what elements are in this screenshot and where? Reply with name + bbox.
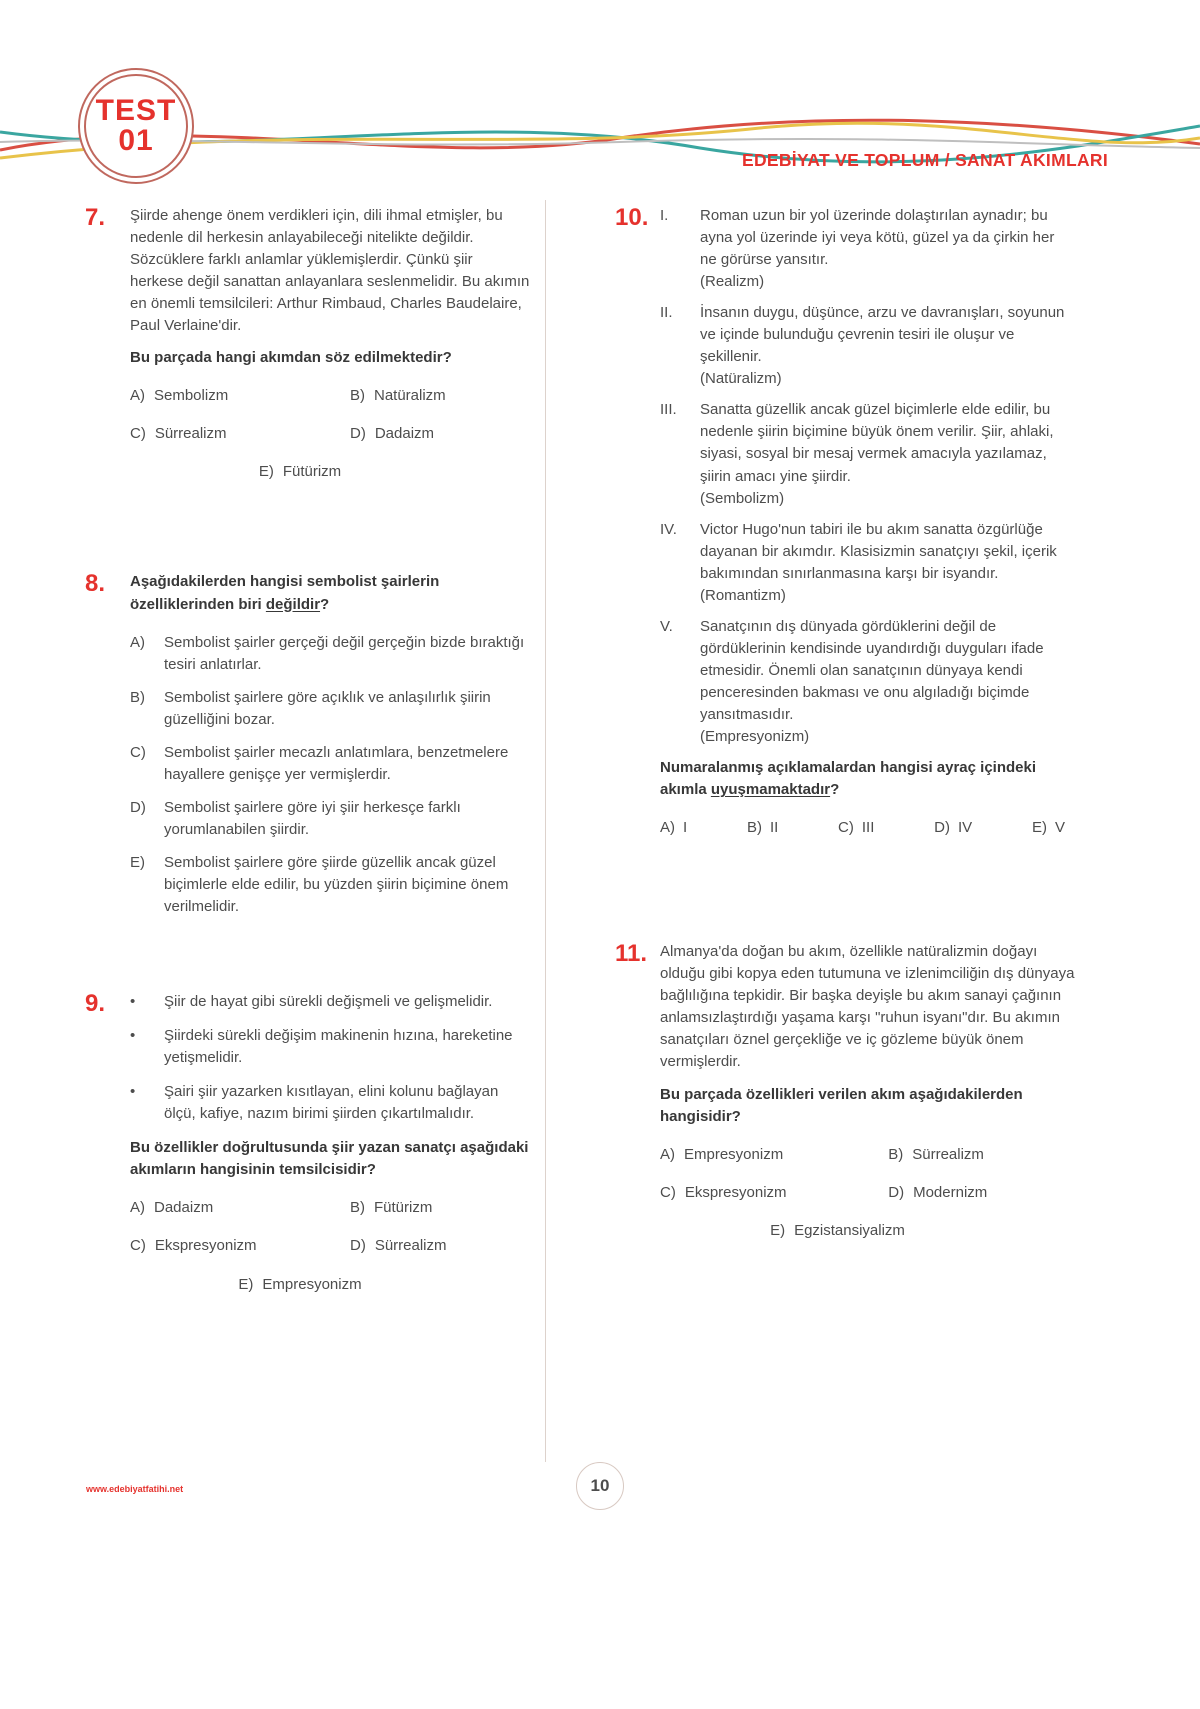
option-letter: C) — [130, 743, 146, 761]
option-letter: E) — [258, 463, 274, 481]
option-text: Sembolizm — [154, 387, 229, 405]
option-text: II — [769, 819, 779, 837]
option-text: Dadaizm — [374, 425, 435, 443]
options — [130, 385, 530, 483]
option-text: Sembolist şairlere göre açıklık ve anlaşılırlık şiirin güzelliğini bozar. — [164, 688, 491, 728]
bullet-item: • Şiir de hayat gibi sürekli değişmeli ve gelişmelidir. — [130, 991, 530, 1013]
option-text: I — [683, 819, 688, 837]
statement-2 — [660, 302, 1075, 390]
statement-tag: (Realizm) — [700, 273, 765, 291]
statement-tag: (Empresyonizm) — [700, 728, 810, 746]
page-title: EDEBİYAT VE TOPLUM / SANAT AKIMLARI — [741, 150, 1108, 170]
statement-tag: (Natüralizm) — [700, 370, 782, 388]
roman-numeral: IV. — [660, 520, 677, 538]
content — [85, 205, 1115, 1296]
roman-numeral: III. — [660, 401, 677, 419]
option-c — [660, 1182, 888, 1204]
question-paragraph: Almanya'da doğan bu akım, özellikle natüralizmin doğayı olduğu gibi kopya eden tutumuna ve izlenimciliğin dış dünyaya bağlılığına tepkidir. Bir başka deyişle bu akım sanayi çağının anlamsızlaştırdığı yaşama karşı "ruhun isyanı"dır. Bu akımın sanatçıları öznel gerçekliğe ve iç gözleme büyük önem vermişlerdir. — [660, 943, 1075, 1071]
question-9 — [85, 991, 530, 1295]
question-number: 7. — [85, 204, 106, 231]
question-body — [130, 205, 530, 483]
question-paragraph: Şiirde ahenge önem verdikleri için, dili ihmal etmişler, bu nedenle dil herkesin anlayabileceği nitelikte değildir. Sözcüklere farklı anlamlar yüklemişlerdir. Çünkü şiir herkese değil sanattan anlayanlara seslenmelidir. Bu akımın en önemli temsilcileri: Arthur Rimbaud, Charles Baudelaire, Paul Verlaine'dir. — [130, 207, 530, 335]
option-e — [770, 1220, 905, 1242]
page-number-badge — [576, 1462, 624, 1510]
option-e — [1032, 817, 1065, 839]
option-text: Sembolist şairlere göre iyi şiir herkesçe farklı yorumlanabilen şiirdir. — [164, 798, 461, 838]
option-letter: B) — [350, 387, 365, 405]
statement-text: İnsanın duygu, düşünce, arzu ve davranışları, soyunun ve içinde bulunduğu çevrenin tesiri ile oluşur ve şekillenir. — [700, 304, 1065, 366]
statement-text: Roman uzun bir yol üzerinde dolaştırılan aynadır; bu ayna yol üzerinde iyi veya kötü, güzel ya da çirkin her ne görürse yansıtır. — [700, 207, 1055, 269]
question-number: 8. — [85, 570, 106, 598]
option-letter: D) — [350, 1237, 366, 1255]
option-text: Sürrealizm — [374, 1237, 447, 1255]
option-text: Dadaizm — [154, 1199, 214, 1217]
option-letter: B) — [746, 819, 762, 837]
option-a — [130, 632, 530, 676]
bullet-list — [130, 991, 530, 1125]
option-text: Sembolist şairler gerçeği değil gerçeğin bizde bıraktığı tesiri anlatırlar. — [164, 633, 525, 673]
statement-text: Sanatçının dış dünyada gördüklerini değil de gördüklerinin kendisinde uyandırdığı duyguları ifade etmesidir. Önemli olan sanatçının dünyaya kendi penceresinden bakması ve onu algıladığı biçimde yansıtmasıdır. — [700, 617, 1044, 723]
badge-test-label: TEST — [95, 94, 177, 127]
option-d — [888, 1182, 1075, 1204]
option-text: Sembolist şairlere göre şiirde güzellik ancak güzel biçimlerle elde edilir, bu yüzden şiirin biçimine önem verilmelidir. — [164, 853, 509, 916]
question-stem: Aşağıdakilerden hangisi sembolist şairlerin özelliklerinden biri değildir? — [130, 573, 440, 613]
statement-tag: (Romantizm) — [700, 586, 786, 604]
option-text: Sürrealizm — [154, 425, 227, 443]
option-letter: B) — [888, 1145, 904, 1163]
option-letter: E) — [1031, 819, 1047, 837]
badge-test-number: 01 — [118, 124, 154, 157]
option-letter: D) — [888, 1183, 905, 1201]
test-number-badge — [78, 68, 194, 184]
bullet-icon: • — [130, 1083, 136, 1101]
question-stem: Bu parçada hangi akımdan söz edilmektedir? — [130, 349, 452, 367]
option-letter: B) — [130, 688, 145, 706]
question-stem: Numaralanmış açıklamalardan hangisi ayraç içindeki akımla uyuşmamaktadır? — [660, 759, 1037, 799]
option-a — [660, 817, 687, 839]
statement-1 — [660, 205, 1075, 293]
option-c — [838, 817, 874, 839]
option-e — [130, 852, 530, 918]
option-letter: B) — [350, 1199, 365, 1217]
option-letter: C) — [660, 1183, 676, 1201]
option-letter: E) — [238, 1275, 254, 1293]
question-7 — [85, 205, 530, 483]
statement-4 — [660, 519, 1075, 607]
option-e — [238, 1274, 361, 1296]
option-letter: A) — [660, 1145, 675, 1163]
option-d — [130, 797, 530, 841]
option-text: Fütürizm — [374, 1199, 433, 1217]
option-c — [130, 1235, 350, 1257]
options — [130, 632, 530, 919]
statement-tag: (Sembolizm) — [700, 489, 785, 507]
option-c — [130, 742, 530, 786]
option-letter: A) — [130, 387, 145, 405]
question-10 — [615, 205, 1075, 839]
roman-numeral: V. — [660, 617, 673, 635]
option-text: Empresyonizm — [684, 1145, 784, 1163]
option-a — [130, 385, 350, 407]
option-text: Modernizm — [913, 1183, 988, 1201]
numbered-statements — [660, 205, 1075, 748]
bullet-item: • Şairi şiir yazarken kısıtlayan, elini kolunu bağlayan ölçü, kafiye, nazım birimi şiirden çıkartılmalıdır. — [130, 1081, 530, 1125]
option-text: Ekspresyonizm — [684, 1183, 787, 1201]
option-letter: C) — [838, 819, 854, 837]
statement-3 — [660, 399, 1075, 509]
question-number: 10. — [615, 204, 649, 231]
page-number: 10 — [590, 1476, 610, 1495]
option-letter: A) — [130, 633, 145, 651]
option-text: Sürrealizm — [912, 1145, 984, 1163]
question-11 — [615, 941, 1075, 1242]
option-text: IV — [957, 819, 973, 837]
bullet-icon: • — [130, 993, 136, 1011]
question-body — [660, 205, 1075, 839]
statement-text: Victor Hugo'nun tabiri ile bu akım sanatta özgürlüğe dayanan bir akımdır. Klasisizmin sanatçıyı şekil, içerik bakımından sınırlanmasına karşı bir isyandır. — [700, 520, 1057, 582]
options — [660, 1144, 1075, 1242]
roman-numeral: II. — [660, 304, 673, 322]
option-e — [259, 461, 341, 483]
statement-5 — [660, 616, 1075, 748]
question-stem: Bu parçada özellikleri verilen akım aşağıdakilerden hangisidir? — [660, 1085, 1023, 1125]
option-text: Empresyonizm — [262, 1275, 362, 1293]
option-text: V — [1054, 819, 1065, 837]
option-letter: D) — [130, 798, 146, 816]
question-number: 9. — [85, 990, 106, 1018]
option-b — [747, 817, 778, 839]
option-text: Natüralizm — [374, 387, 446, 405]
option-text: Sembolist şairler mecazlı anlatımlara, benzetmelere hayallere genişçe yer vermişlerdir. — [164, 743, 509, 783]
option-c — [130, 423, 350, 445]
option-d — [350, 423, 530, 445]
option-b — [350, 385, 530, 407]
option-text: Fütürizm — [282, 463, 342, 481]
option-letter: A) — [130, 1199, 145, 1217]
option-b — [350, 1197, 530, 1219]
option-a — [130, 1197, 350, 1219]
option-text: Ekspresyonizm — [154, 1237, 257, 1255]
option-letter: E) — [770, 1221, 786, 1239]
option-b — [130, 687, 530, 731]
statement-text: Sanatta güzellik ancak güzel biçimlerle elde edilir, bu nedenle şiirin biçimine büyük önem verilir. Şiir, ahlaki, siyasi, sosyal bir mesaj vermek amacıyla yazılamaz, şiirin amacı yine şiirdir. — [700, 401, 1054, 485]
bullet-item: • Şiirdeki sürekli değişim makinenin hızına, hareketine yetişmelidir. — [130, 1025, 530, 1069]
question-body — [130, 991, 530, 1295]
roman-numeral: I. — [660, 207, 669, 224]
footer-url: www.edebiyatfatihi.net — [86, 1484, 184, 1494]
option-d — [934, 817, 972, 839]
option-d — [350, 1235, 530, 1257]
question-number: 11. — [615, 940, 648, 968]
option-letter: A) — [660, 819, 675, 837]
option-text: Egzistansiyalizm — [794, 1221, 905, 1239]
left-column — [85, 205, 530, 1296]
question-8 — [85, 571, 530, 929]
option-b — [888, 1144, 1075, 1166]
question-body — [660, 941, 1075, 1242]
bullet-icon: • — [130, 1027, 136, 1045]
option-a — [660, 1144, 888, 1166]
option-letter: D) — [350, 425, 366, 443]
option-letter: C) — [130, 425, 146, 443]
options — [130, 1197, 530, 1295]
option-letter: E) — [130, 853, 145, 871]
option-letter: D) — [934, 819, 950, 837]
option-text: III — [861, 819, 875, 837]
question-body — [130, 571, 530, 929]
option-letter: C) — [130, 1237, 146, 1255]
question-stem: Bu özellikler doğrultusunda şiir yazan sanatçı aşağıdaki akımların hangisinin temsilcisidir? — [130, 1139, 529, 1179]
right-column — [615, 205, 1075, 1296]
options — [660, 817, 1075, 839]
